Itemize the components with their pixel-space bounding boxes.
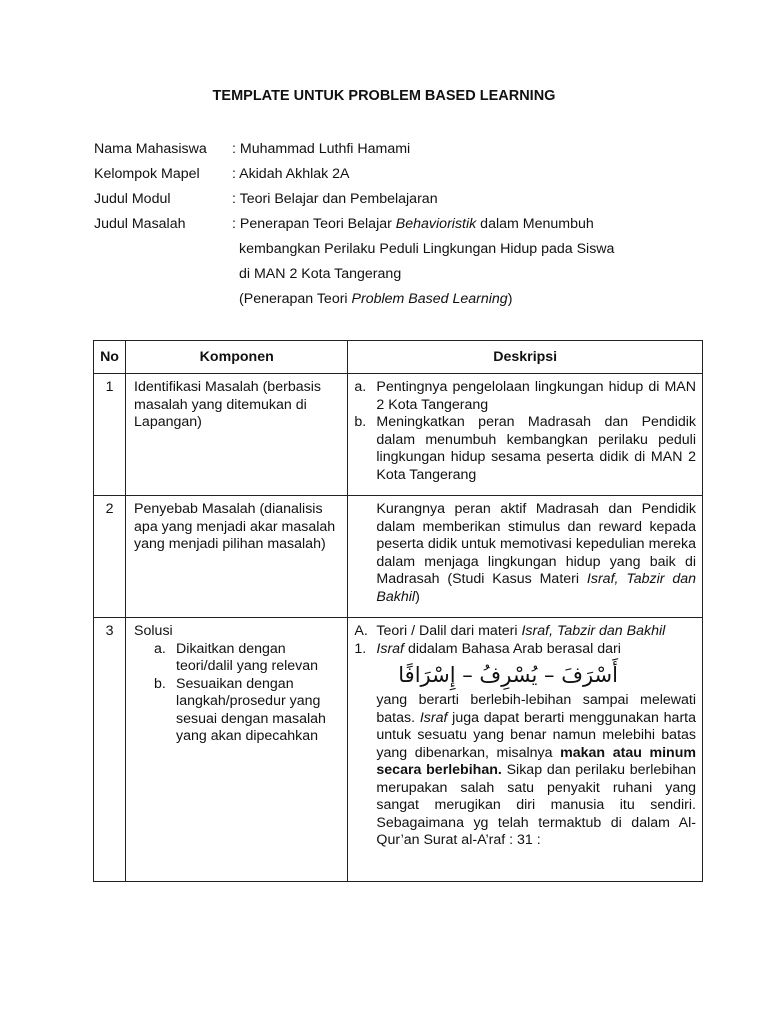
list-text: Dikaitkan dengan teori/dalil yang relevan <box>176 640 319 674</box>
list-marker: a. <box>154 640 166 657</box>
list-item <box>354 641 696 659</box>
masalah-line4-text: (Penerapan Teori <box>239 291 352 307</box>
masalah-line4-text-end: ) <box>507 291 513 307</box>
nama-label: Nama Mahasiswa <box>94 141 207 157</box>
row-number: 1 <box>94 374 126 496</box>
paragraph-bold: makan atau minum secara berlebihan. <box>376 744 696 778</box>
list-item <box>134 641 341 676</box>
table-row <box>94 496 703 618</box>
paragraph-text: Kurangnya peran aktif Madrasah dan Pendidik dalam memberikan stimulus dan reward kepada peserta didik untuk memotivasi kepedulian mereka dalam menjaga lingkungan hidup yang baik di Madrasah (Studi Kasus Materi <box>376 501 696 587</box>
table-row <box>94 374 703 496</box>
deskripsi-cell <box>348 496 703 618</box>
israf-paragraph <box>354 692 696 850</box>
list-marker: a. <box>354 379 367 395</box>
masalah-line1-italic: Behavioristik <box>395 216 477 232</box>
deskripsi-paragraph <box>354 501 696 606</box>
list-item <box>354 623 696 641</box>
info-row-nama <box>94 137 694 162</box>
masalah-value-line2: kembangkan Perilaku Peduli Lingkungan Hidup pada Siswa <box>239 241 615 257</box>
list-text <box>376 641 696 659</box>
masalah-line4-italic: Problem Based Learning <box>351 291 508 307</box>
paragraph-text: Sikap dan perilaku berlebihan merupakan salah satu penyakit ruhani yang sangat merugikan diri manusia itu sendiri. Sebagaimana yg telah termaktub di dalam Al-Qur’an Surat al-A’raf : 31 : <box>376 762 696 848</box>
pbl-component-table <box>93 340 703 882</box>
list-item <box>134 676 341 746</box>
masalah-line1-text: : Penerapan Teori Belajar <box>232 216 396 232</box>
list-marker: A. <box>354 623 368 639</box>
modul-label: Judul Modul <box>94 191 171 207</box>
table-header-row <box>94 341 703 374</box>
list-text-part: didalam Bahasa Arab berasal dari <box>404 640 621 657</box>
komponen-title: Solusi <box>134 623 173 639</box>
masalah-value-line3: di MAN 2 Kota Tangerang <box>239 266 402 282</box>
list-text-italic: Israf, Tabzir dan Bakhil <box>521 623 666 639</box>
list-text: Meningkatkan peran Madrasah dan Pendidik dalam menumbuh kembangkan perilaku peduli lingkungan hidup sesama peserta didik di MAN 2 Kota Tangerang <box>376 414 696 483</box>
info-row-masalah <box>94 212 694 237</box>
deskripsi-cell <box>348 618 703 882</box>
nama-value: : Muhammad Luthfi Hamami <box>232 141 411 157</box>
deskripsi-cell <box>348 374 703 496</box>
list-marker: b. <box>354 414 367 430</box>
list-item <box>354 414 696 484</box>
paragraph-text: juga dapat berarti menggunakan harta untuk sesuatu yang benar namun melebihi batas yang dibenarkan, misalnya <box>376 709 696 761</box>
info-row-kelompok <box>94 162 694 187</box>
header-no: No <box>94 341 126 374</box>
list-marker: 1. <box>354 640 367 657</box>
list-text-italic: Israf <box>376 640 404 657</box>
paragraph-italic: Israf <box>419 709 448 726</box>
masalah-value-line4 <box>94 287 694 312</box>
document-title: TEMPLATE UNTUK PROBLEM BASED LEARNING <box>212 88 556 104</box>
paragraph-text: yang berarti berlebih-lebihan sampai melewati batas. <box>376 692 696 726</box>
row-number: 3 <box>94 618 126 882</box>
header-komponen: Komponen <box>126 341 348 374</box>
header-deskripsi: Deskripsi <box>348 341 703 374</box>
student-info <box>94 137 694 312</box>
list-marker: b. <box>154 675 166 692</box>
list-text: Sesuaikan dengan langkah/prosedur yang sesuai dengan masalah yang akan dipecahkan <box>176 675 326 744</box>
komponen-cell <box>126 618 348 882</box>
paragraph-text-end: ) <box>415 588 420 605</box>
arabic-text: أَسْرَفَ – يُسْرِفُ – إِسْرَافًا <box>398 663 618 687</box>
row-number: 2 <box>94 496 126 618</box>
list-text <box>376 623 696 641</box>
komponen-cell: Identifikasi Masalah (berbasis masalah yang ditemukan di Lapangan) <box>126 374 348 496</box>
kelompok-label: Kelompok Mapel <box>94 166 200 182</box>
masalah-value-line1 <box>232 212 694 237</box>
list-item <box>354 379 696 414</box>
kelompok-value: : Akidah Akhlak 2A <box>232 166 350 182</box>
list-text-part: Teori / Dalil dari materi <box>376 623 522 639</box>
masalah-line1-text-end: dalam Menumbuh <box>476 216 594 232</box>
info-row-modul <box>94 187 694 212</box>
masalah-label: Judul Masalah <box>94 216 186 232</box>
table-row <box>94 618 703 882</box>
list-text: Pentingnya pengelolaan lingkungan hidup di MAN 2 Kota Tangerang <box>376 379 696 413</box>
modul-value: : Teori Belajar dan Pembelajaran <box>232 191 438 207</box>
paragraph-italic: Israf, Tabzir dan Bakhil <box>376 571 696 605</box>
komponen-cell: Penyebab Masalah (dianalisis apa yang menjadi akar masalah yang menjadi pilihan masalah) <box>126 496 348 618</box>
